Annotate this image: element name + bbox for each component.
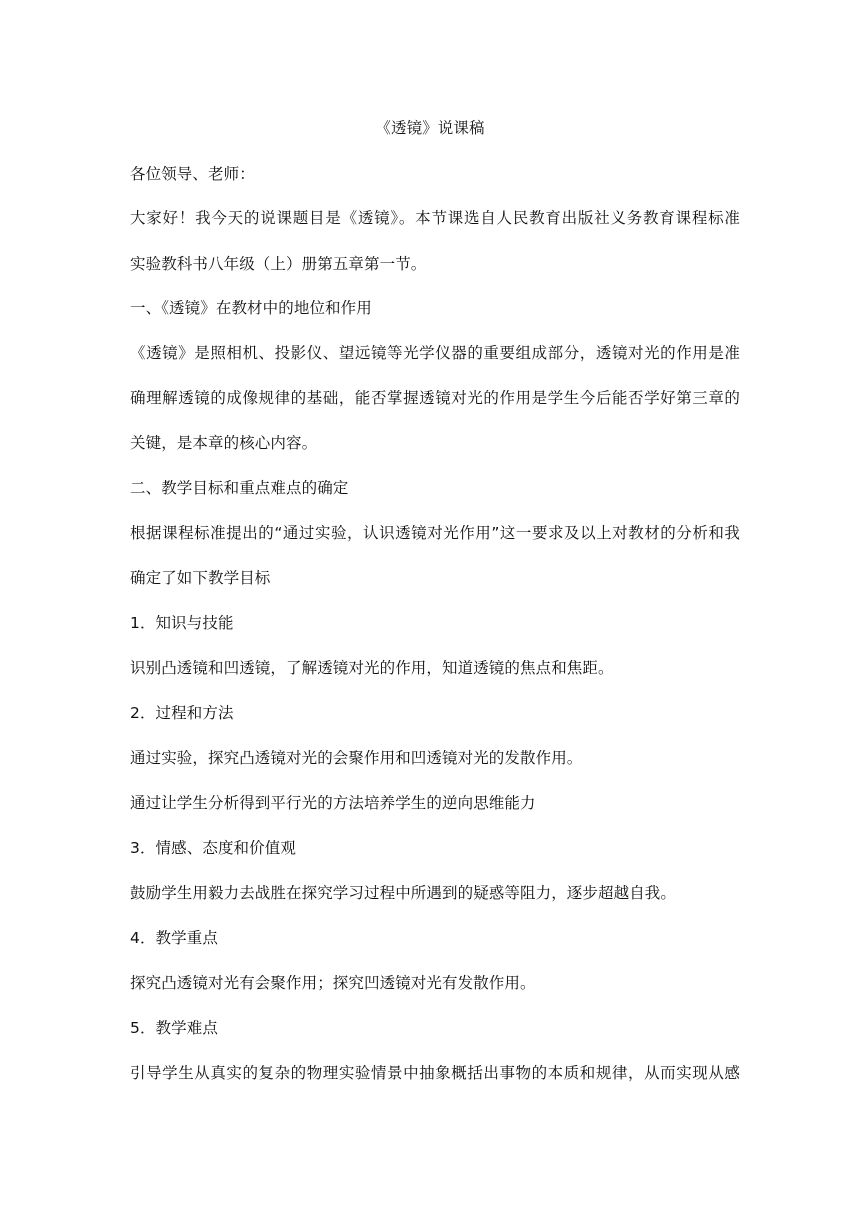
item-4-line-1: 探究凸透镜对光有会聚作用；探究凹透镜对光有发散作用。	[130, 974, 536, 992]
section-2-line-1: 根据课程标准提出的“通过实验，认识透镜对光作用”这一要求及以上对教材的分析和我	[130, 524, 740, 542]
item-1-heading: 1．知识与技能	[130, 614, 234, 632]
item-2-heading: 2．过程和方法	[130, 704, 234, 722]
item-5-line-1: 引导学生从真实的复杂的物理实验情景中抽象概括出事物的本质和规律，从而实现从感	[130, 1064, 740, 1082]
item-3-heading: 3．情感、态度和价值观	[130, 839, 296, 857]
item-1-line-1: 识别凸透镜和凹透镜，了解透镜对光的作用，知道透镜的焦点和焦距。	[130, 659, 614, 677]
greeting-line: 各位领导、老师：	[130, 165, 255, 183]
section-1-line-1: 《透镜》是照相机、投影仪、望远镜等光学仪器的重要组成部分，透镜对光的作用是准	[130, 344, 740, 362]
item-2-line-1: 通过实验，探究凸透镜对光的会聚作用和凹透镜对光的发散作用。	[130, 749, 583, 767]
item-4-heading: 4．教学重点	[130, 929, 218, 947]
item-5-heading: 5．教学难点	[130, 1019, 218, 1037]
section-1-heading: 一、《透镜》在教材中的地位和作用	[130, 299, 372, 317]
item-3-line-1: 鼓励学生用毅力去战胜在探究学习过程中所遇到的疑惑等阻力，逐步超越自我。	[130, 884, 677, 902]
intro-line-1: 大家好！我今天的说课题目是《透镜》。本节课选自人民教育出版社义务教育课程标准	[130, 209, 740, 227]
section-1-line-3: 关键，是本章的核心内容。	[130, 434, 318, 452]
section-2-heading: 二、教学目标和重点难点的确定	[130, 479, 349, 497]
document-title: 《透镜》说课稿	[375, 119, 485, 137]
item-2-line-2: 通过让学生分析得到平行光的方法培养学生的逆向思维能力	[130, 794, 536, 812]
intro-line-2: 实验教科书八年级（上）册第五章第一节。	[130, 255, 427, 273]
section-1-line-2: 确理解透镜的成像规律的基础，能否掌握透镜对光的作用是学生今后能否学好第三章的	[130, 389, 740, 407]
section-2-line-2: 确定了如下教学目标	[130, 569, 271, 587]
